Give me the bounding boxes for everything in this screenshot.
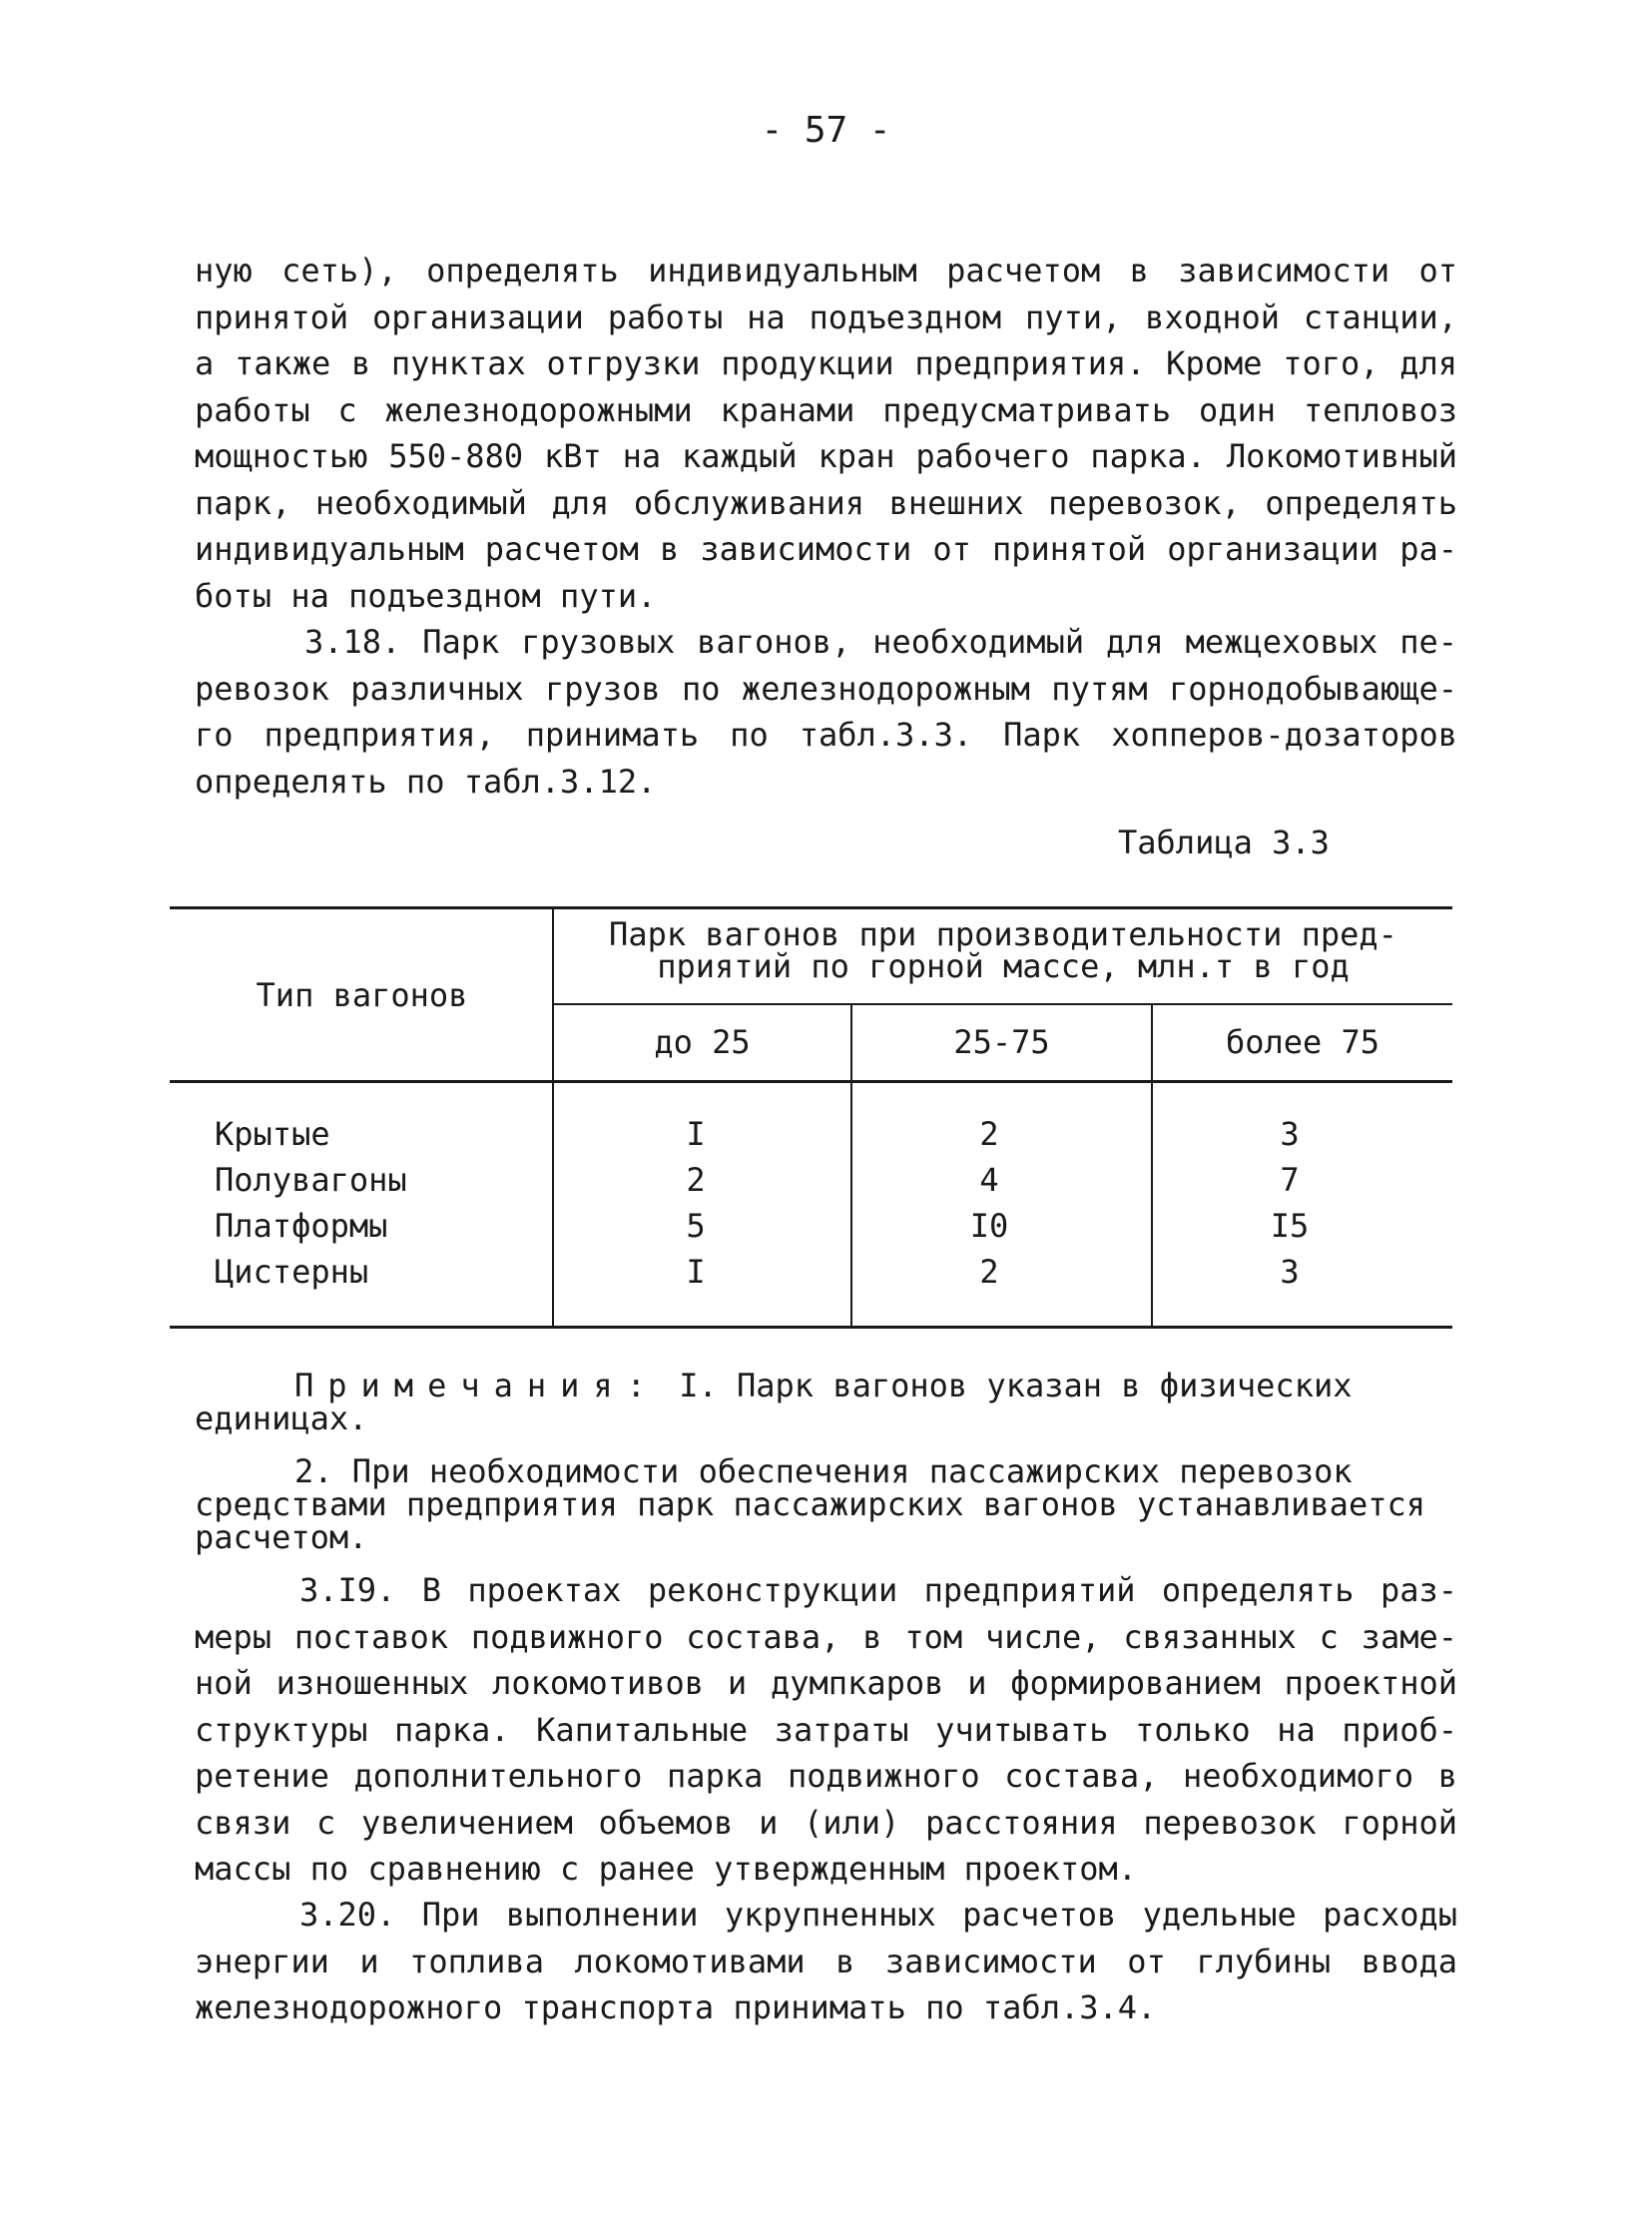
table-subheader: 25-75 (953, 1023, 1050, 1061)
text-line: го предприятия, принимать по табл.3.3. Парк хопперов-дозаторов (195, 716, 1457, 754)
table-notes (195, 1367, 1457, 1556)
table-column-values (556, 1111, 835, 1295)
table-cell: 7 (1280, 1161, 1300, 1199)
table-caption: Таблица 3.3 (1118, 824, 1330, 861)
table-cell: 3 (1280, 1115, 1300, 1153)
table-cell: 2 (979, 1115, 999, 1153)
table-cell: Крытые (215, 1115, 330, 1153)
paragraph-3-19 (195, 1567, 1457, 1893)
note-2: 2. При необходимости обеспечения пассажирских перевозок (294, 1452, 1353, 1490)
table-cell: Платформы (215, 1207, 388, 1245)
text-line: меры поставок подвижного состава, в том числе, связанных с заме- (195, 1617, 1457, 1656)
text-line: структуры парка. Капитальные затраты учитывать только на приоб- (195, 1710, 1457, 1749)
text-line: 3.I9. В проектах реконструкции предприятий определять раз- (299, 1571, 1457, 1609)
text-line: массы по сравнению с ранее утвержденным проектом. (195, 1850, 1138, 1888)
table-cell: I (686, 1253, 706, 1291)
table-column-divider (850, 1003, 852, 1328)
text-line: железнодорожного транспорта принимать по табл.3.4. (195, 1988, 1157, 2026)
text-line: работы с железнодорожными кранами предусматривать один тепловоз (195, 390, 1457, 429)
table-cell: Цистерны (215, 1253, 369, 1291)
page-number: - 57 - (761, 110, 891, 151)
text-line: средствами предприятия парк пассажирских вагонов устанавливается (195, 1485, 1425, 1523)
table-header-rule (170, 1080, 1452, 1083)
text-line: а также в пунктах отгрузки продукции предприятия. Кроме того, для (195, 344, 1457, 382)
table-subheader: до 25 (654, 1023, 751, 1061)
table-cell: 5 (686, 1207, 706, 1245)
note-1: Примечания: I. Парк вагонов указан в физических (294, 1367, 1353, 1404)
table-column-header: Тип вагонов (256, 976, 468, 1014)
text-line: ной изношенных локомотивов и думпкаров и формированием проектной (195, 1664, 1457, 1702)
table-cell: 2 (979, 1253, 999, 1291)
table-group-header: Парк вагонов при производительности пред- приятий по горной массе, млн.т в год (609, 915, 1397, 985)
table-cell: I5 (1270, 1207, 1310, 1245)
text-line: связи с увеличением объемов и (или) расстояния перевозок горной (195, 1803, 1457, 1842)
table-column-values (854, 1111, 1124, 1295)
text-line: 3.18. Парк грузовых вагонов, необходимый для межцеховых пе- (304, 623, 1457, 661)
table-cell: I (686, 1115, 706, 1153)
table-cell: 3 (1280, 1253, 1300, 1291)
table-column-divider (1151, 1003, 1153, 1328)
paragraph-continuation (195, 248, 1457, 619)
text-line: принятой организации работы на подъездном пути, входной станции, (195, 297, 1457, 336)
text-line: мощностью 550-880 кВт на каждый кран рабочего парка. Локомотивный (195, 437, 1457, 475)
table-subheader: более 75 (1225, 1023, 1380, 1061)
text-line: расчетом. (195, 1518, 368, 1556)
text-line: определять по табл.3.12. (195, 762, 657, 801)
table-cell: 4 (979, 1161, 999, 1199)
paragraph-3-18 (195, 619, 1457, 805)
table-column-types (215, 1111, 407, 1295)
paragraph-3-20 (195, 1892, 1457, 2031)
notes-label: Примечания: (294, 1367, 660, 1404)
text-line: ревозок различных грузов по железнодорожным путям горнодобывающе- (195, 669, 1457, 708)
text-line: парк, необходимый для обслуживания внешних перевозок, определять (195, 483, 1457, 522)
table-cell: 2 (686, 1161, 706, 1199)
table-column-values (1155, 1111, 1424, 1295)
text-line: единицах. (195, 1399, 368, 1437)
text-line: индивидуальным расчетом в зависимости от принятой организации ра- (195, 530, 1457, 568)
text-line: энергии и топлива локомотивами в зависимости от глубины ввода (195, 1942, 1457, 1980)
table-cell: I0 (969, 1207, 1009, 1245)
text-line: ную сеть), определять индивидуальным расчетом в зависимости от (195, 252, 1457, 289)
text-line: боты на подъездном пути. (195, 576, 657, 615)
table-top-rule (170, 906, 1452, 909)
table-subheader-rule (554, 1003, 1452, 1005)
text-line: 3.20. При выполнении укрупненных расчетов удельные расходы (299, 1896, 1457, 1934)
table-column-divider (552, 906, 554, 1328)
table-bottom-rule (170, 1326, 1452, 1329)
text-line: ретение дополнительного парка подвижного состава, необходимого в (195, 1757, 1457, 1795)
table-cell: Полувагоны (215, 1161, 407, 1199)
